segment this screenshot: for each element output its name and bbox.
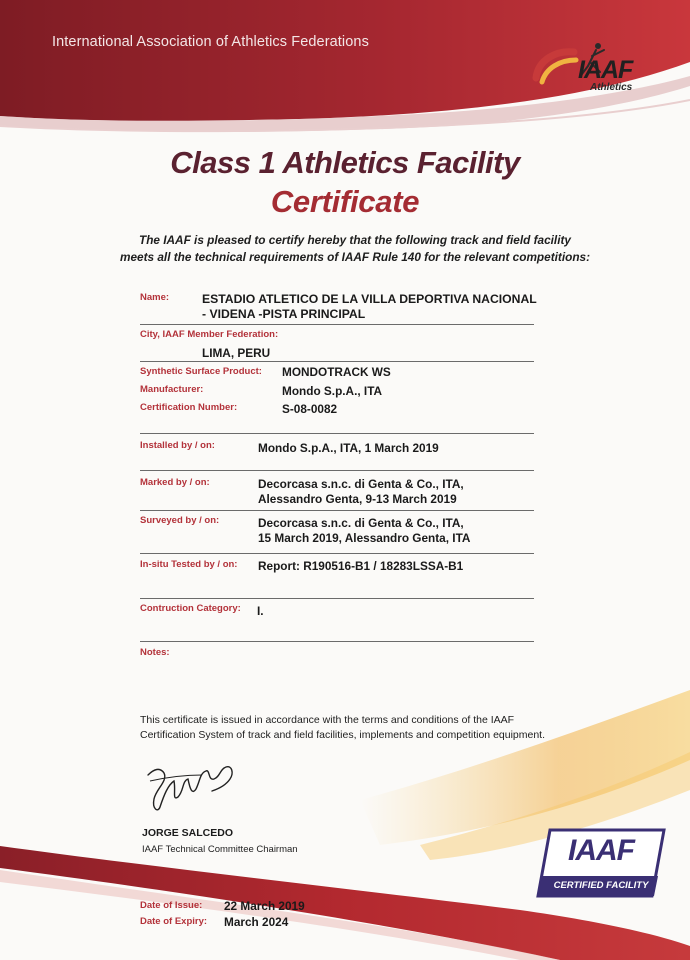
intro-text xyxy=(60,232,650,266)
title-line-1: Class 1 Athletics Facility xyxy=(170,145,520,180)
terms-line-1: This certificate is issued in accordance with the terms and conditions of the IAAF xyxy=(140,714,515,726)
installed-value: Mondo S.p.A., ITA, 1 March 2019 xyxy=(258,441,439,455)
signatory-role: IAAF Technical Committee Chairman xyxy=(142,844,298,855)
installed-label: Installed by / on: xyxy=(140,440,215,451)
intro-line-1: The IAAF is pleased to certify hereby that the following track and field facility xyxy=(139,233,571,247)
iaaf-logo xyxy=(528,38,670,104)
surveyed-value-line-1: Decorcasa s.n.c. di Genta & Co., ITA, xyxy=(258,516,464,530)
surveyed-value-line-2: 15 March 2019, Alessandro Genta, ITA xyxy=(258,531,471,545)
divider xyxy=(140,641,534,642)
name-label: Name: xyxy=(140,292,170,303)
organization-name: International Association of Athletics Federations xyxy=(52,34,369,50)
title-line-2: Certificate xyxy=(270,184,420,219)
badge-caption: CERTIFIED FACILITY xyxy=(553,880,649,891)
terms-text xyxy=(140,713,590,743)
category-label: Contruction Category: xyxy=(140,603,241,614)
expiry-date-label: Date of Expiry: xyxy=(140,916,208,927)
badge-logo-text: IAAF xyxy=(568,834,634,867)
manufacturer-value: Mondo S.p.A., ITA xyxy=(282,384,383,398)
intro-line-2: meets all the technical requirements of IAAF Rule 140 for the relevant competitions: xyxy=(119,250,591,264)
surveyed-label: Surveyed by / on: xyxy=(140,515,220,526)
marked-label: Marked by / on: xyxy=(140,477,210,488)
expiry-date-value: March 2024 xyxy=(224,915,289,929)
notes-label: Notes: xyxy=(140,647,170,658)
divider xyxy=(140,361,534,362)
name-value-line-2: - VIDENA -PISTA PRINCIPAL xyxy=(202,307,366,321)
surface-label: Synthetic Surface Product: xyxy=(140,366,262,377)
tested-label: In-situ Tested by / on: xyxy=(140,559,238,570)
issue-date-value: 22 March 2019 xyxy=(224,899,305,913)
divider xyxy=(140,553,534,554)
name-value-line-1: ESTADIO ATLETICO DE LA VILLA DEPORTIVA NACIONAL xyxy=(202,292,537,306)
signature-image xyxy=(138,755,248,819)
divider xyxy=(140,324,534,325)
marked-value-line-1: Decorcasa s.n.c. di Genta & Co., ITA, xyxy=(258,477,464,491)
cert-number-label: Certification Number: xyxy=(140,402,238,413)
signatory-name: JORGE SALCEDO xyxy=(142,827,234,839)
iaaf-logo-subtext: Athletics xyxy=(590,82,633,93)
surface-value: MONDOTRACK WS xyxy=(282,365,391,379)
city-label: City, IAAF Member Federation: xyxy=(140,329,279,340)
category-value: I. xyxy=(257,604,264,618)
city-value: LIMA, PERU xyxy=(202,346,271,360)
tested-value: Report: R190516-B1 / 18283LSSA-B1 xyxy=(258,559,464,573)
issue-date-label: Date of Issue: xyxy=(140,900,203,911)
terms-line-2: Certification System of track and field facilities, implements and competition equipment. xyxy=(140,729,546,741)
cert-number-value: S-08-0082 xyxy=(282,402,338,416)
iaaf-logo-text: IAAF xyxy=(578,56,633,84)
divider xyxy=(140,433,534,434)
divider xyxy=(140,598,534,599)
divider xyxy=(140,510,534,511)
divider xyxy=(140,470,534,471)
marked-value-line-2: Alessandro Genta, 9-13 March 2019 xyxy=(258,492,457,506)
certified-facility-badge xyxy=(536,828,666,898)
manufacturer-label: Manufacturer: xyxy=(140,384,204,395)
